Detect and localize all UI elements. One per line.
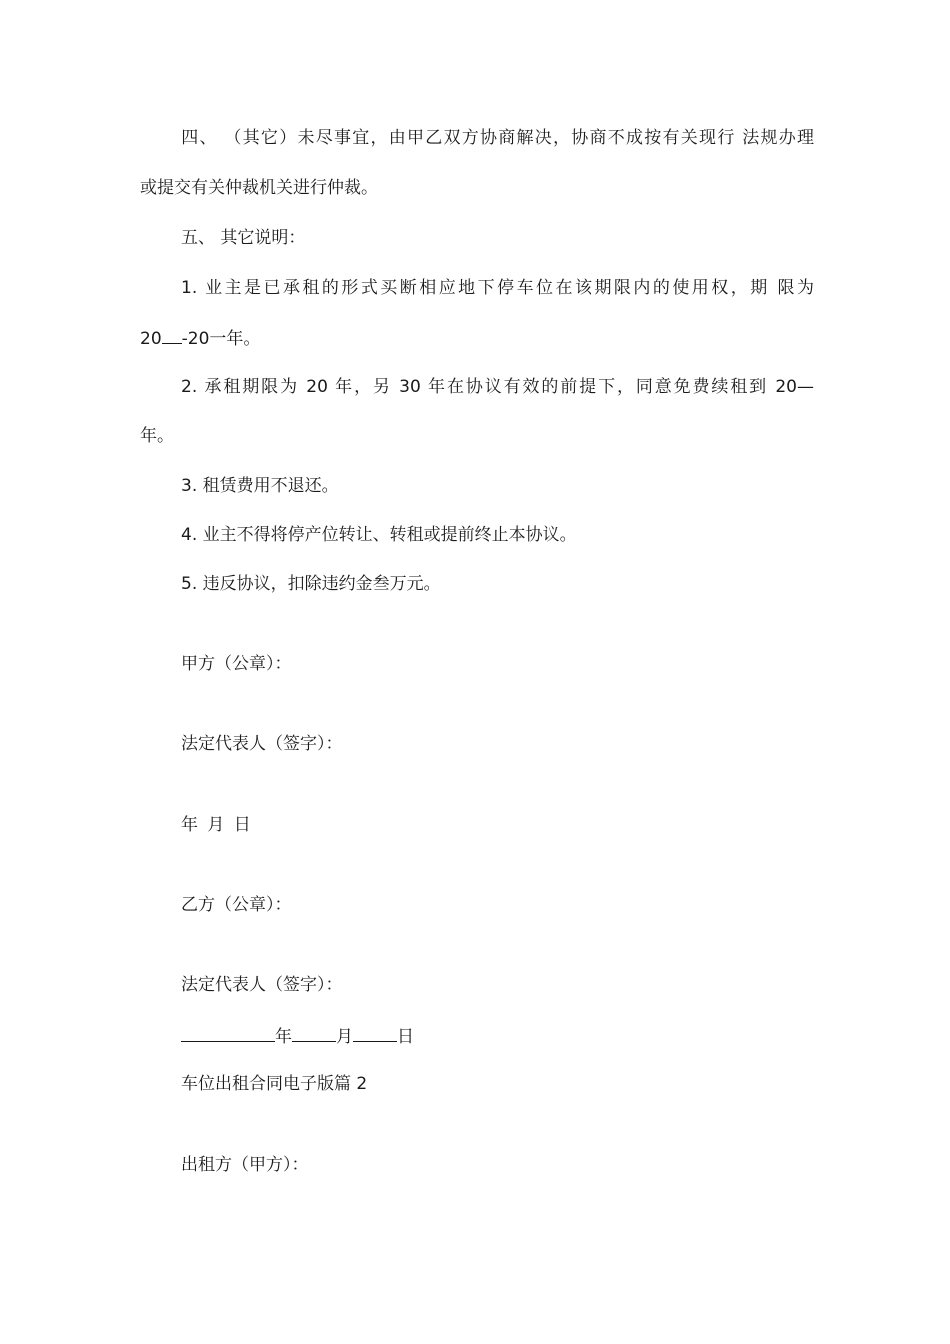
- item-1-text: 1. 业主是已承租的形式买断相应地下停车位在该期限内的使用权，期 限为: [181, 278, 814, 298]
- party-b-day-blank: [353, 1023, 397, 1042]
- party-b-year-blank: [181, 1023, 275, 1042]
- section-four-line-1: [140, 126, 814, 150]
- item-2-text: 2. 承租期限为 20 年，另 30 年在协议有效的前提下，同意免费续租到 20—: [181, 377, 814, 397]
- item-2-line-2: 年。: [140, 426, 174, 446]
- party-a-legal-rep: 法定代表人（签字）：: [181, 734, 343, 754]
- item-1-line-1: [181, 276, 814, 300]
- item-1-year-start: 20: [140, 329, 162, 349]
- contract-2-title: 车位出租合同电子版篇 2: [181, 1074, 368, 1094]
- section-five-heading: 五、 其它说明：: [181, 228, 306, 248]
- party-b-seal: 乙方（公章）：: [181, 895, 292, 915]
- party-a-date: 年 月 日: [181, 815, 251, 835]
- item-2-line-1: [181, 375, 814, 399]
- contract-2-lessor: 出租方（甲方）：: [181, 1155, 309, 1175]
- party-b-month-label: 月: [336, 1027, 353, 1047]
- party-b-month-blank: [292, 1023, 336, 1042]
- party-b-date: [181, 1023, 414, 1049]
- party-b-year-label: 年: [275, 1027, 292, 1047]
- item-1-blank: [162, 325, 182, 344]
- party-a-seal: 甲方（公章）：: [181, 654, 292, 674]
- item-5: 5. 违反协议，扣除违约金叁万元。: [181, 574, 441, 594]
- party-b-legal-rep: 法定代表人（签字）：: [181, 975, 343, 995]
- party-b-day-label: 日: [397, 1027, 414, 1047]
- section-four-line-2: 或提交有关仲裁机关进行仲裁。: [140, 178, 378, 198]
- section-four-text: 四、 （其它）未尽事宜，由甲乙双方协商解决，协商不成按有关现行 法规办理: [180, 128, 814, 148]
- item-1-year-end: -20一年。: [181, 329, 261, 349]
- item-1-line-2: [140, 325, 260, 351]
- item-3: 3. 租赁费用不退还。: [181, 476, 339, 496]
- item-4: 4. 业主不得将停产位转让、转租或提前终止本协议。: [181, 525, 577, 545]
